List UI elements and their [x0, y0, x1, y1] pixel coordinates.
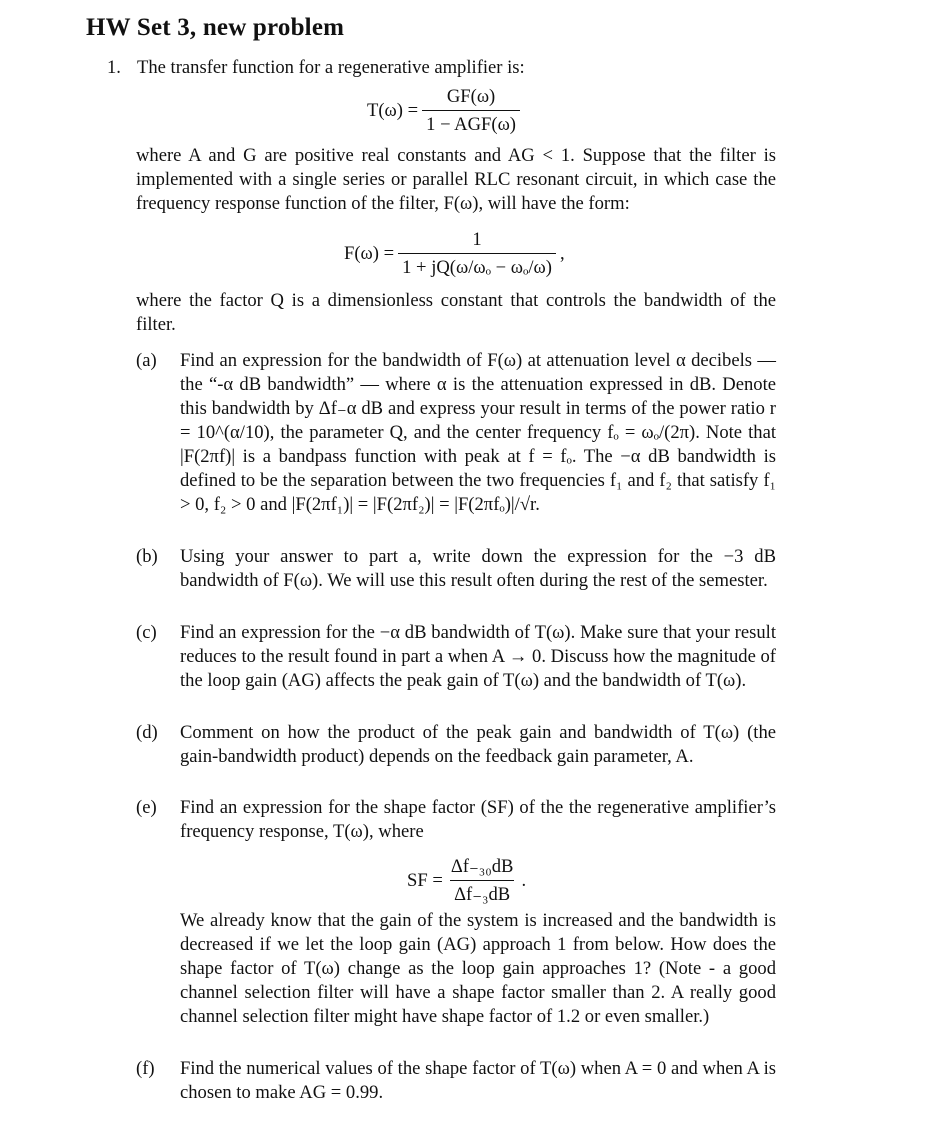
- part-c-label: (c): [136, 622, 157, 643]
- problem-intro-line: [107, 56, 777, 80]
- problem-paragraph-1: where A and G are positive real constants and AG < 1. Suppose that the filter is implemented with a single series or parallel RLC resonant circuit, in which case the frequency response function of the filter, F(ω), will have the form:: [136, 145, 776, 214]
- problem-number: 1.: [107, 57, 121, 78]
- eq-f-denominator: 1 + jQ(ω/ωₒ − ωₒ/ω): [398, 253, 556, 279]
- eq-sf-numerator: Δf₋₃₀dB: [450, 856, 514, 877]
- shape-factor-equation: [407, 856, 526, 906]
- eq-f-lhs: F(ω) =: [344, 243, 395, 264]
- part-e: [136, 796, 776, 844]
- eq-sf-denominator: Δf₋₃dB: [450, 880, 514, 906]
- eq-t-numerator: GF(ω): [446, 86, 496, 107]
- part-c: [136, 621, 776, 693]
- part-f-label: (f): [136, 1058, 155, 1079]
- transfer-function-equation: [367, 86, 524, 136]
- eq-f-numerator: 1: [472, 229, 482, 250]
- eq-sf-lhs: SF =: [407, 870, 443, 891]
- filter-response-equation: [344, 229, 565, 279]
- eq-sf-fraction: [447, 856, 518, 906]
- part-e-text: Find an expression for the shape factor (SF) of the the regenerative amplifier’s frequency response, T(ω), where: [180, 797, 776, 842]
- part-b: [136, 545, 776, 593]
- part-d: [136, 721, 776, 769]
- eq-f-fraction: [398, 229, 556, 279]
- part-b-label: (b): [136, 546, 158, 567]
- eq-t-denominator: 1 − AGF(ω): [422, 110, 520, 136]
- part-d-label: (d): [136, 722, 158, 743]
- page-title: HW Set 3, new problem: [86, 14, 345, 41]
- problem-paragraph-2: where the factor Q is a dimensionless constant that controls the bandwidth of the filter.: [136, 290, 776, 335]
- eq-t-lhs: T(ω) =: [367, 100, 419, 121]
- part-a-label: (a): [136, 350, 157, 371]
- part-b-text: Using your answer to part a, write down the expression for the −3 dB bandwidth of F(ω). We will use this result often during the rest of the semester.: [180, 546, 776, 591]
- part-d-text: Comment on how the product of the peak gain and bandwidth of T(ω) (the gain-bandwidth product) depends on the feedback gain parameter, A.: [180, 722, 776, 767]
- part-e-continuation: We already know that the gain of the system is increased and the bandwidth is decreased if we let the loop gain (AG) approach 1 from below. How does the shape factor of T(ω) change as the loop gain approaches 1? (Note - a good channel selection filter will have a shape factor smaller than 2. A really good channel selection filter might have shape factor of 1.2 or even smaller.): [180, 910, 776, 1027]
- part-c-text: Find an expression for the −α dB bandwidth of T(ω). Make sure that your result reduces to the result found in part a when A → 0. Discuss how the magnitude of the loop gain (AG) affects the peak gain of T(ω) and the bandwidth of T(ω).: [180, 622, 776, 691]
- eq-sf-tail: .: [521, 870, 527, 891]
- part-e-label: (e): [136, 797, 157, 818]
- eq-t-fraction: [422, 86, 520, 136]
- part-a: [136, 349, 776, 517]
- part-f-text: Find the numerical values of the shape factor of T(ω) when A = 0 and when A is chosen to make AG = 0.99.: [180, 1058, 776, 1103]
- part-f: [136, 1057, 776, 1105]
- problem-intro: The transfer function for a regenerative amplifier is:: [137, 57, 525, 78]
- eq-f-tail: ,: [559, 243, 565, 264]
- part-a-text: Find an expression for the bandwidth of F(ω) at attenuation level α decibels — the “-α dB bandwidth” — where α is the attenuation expressed in dB. Denote this bandwidth by Δf₋α dB and express your result in terms of the power ratio r = 10^(α/10), the parameter Q, and the center frequency fₒ = ωₒ/(2π). Note that |F(2πf)| is a bandpass function with peak at f = fₒ. The −α dB bandwidth is defined to be the separation between the two frequencies f₁ and f₂ that satisfy f₁ > 0, f₂ > 0 and |F(2πf₁)| = |F(2πf₂)| = |F(2πfₒ)|/√r.: [180, 350, 776, 515]
